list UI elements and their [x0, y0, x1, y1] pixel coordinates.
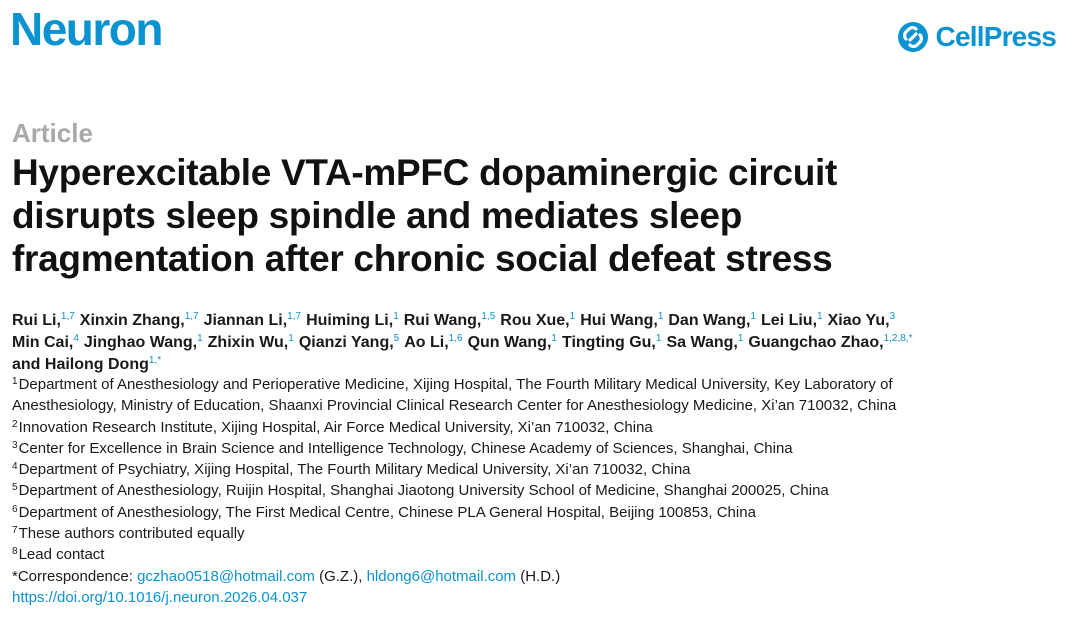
correspondence-line — [12, 566, 1072, 587]
affiliation-item — [12, 417, 1072, 438]
author-label: Zhixin Wu, — [207, 334, 289, 351]
affiliation-text: These authors contributed equally — [18, 525, 245, 543]
publisher-name: CellPress — [935, 21, 1056, 52]
author-name — [748, 334, 912, 351]
article-title — [12, 151, 1072, 280]
author-name — [562, 334, 661, 351]
affiliation-list — [12, 374, 1072, 608]
author-affiliation-marker[interactable]: 4 — [73, 333, 79, 344]
author-label: Qianzi Yang, — [298, 334, 394, 351]
affiliation-text: Department of Anesthesiology, The First Medical Centre, Chinese PLA General Hospital, Beijing 100853, China — [18, 503, 756, 521]
author-affiliation-marker[interactable]: 1,6 — [448, 333, 463, 344]
author-affiliation-marker[interactable]: 1 — [750, 311, 757, 322]
affiliation-text: Lead contact — [18, 546, 105, 564]
publisher-brand[interactable] — [896, 20, 1056, 54]
affiliation-text: Department of Anesthesiology, Ruijin Hospital, Shanghai Jiaotong University School of Medicine, Shanghai 200025, China — [18, 482, 829, 500]
author-label: Rui Li, — [12, 312, 61, 329]
affiliation-number: 6 — [12, 503, 18, 515]
author-name — [404, 334, 462, 351]
author-affiliation-marker[interactable]: 1 — [551, 333, 557, 344]
author-affiliation-marker[interactable]: 1 — [737, 333, 744, 344]
email-link[interactable]: hldong6@hotmail.com — [366, 567, 517, 585]
author-affiliation-marker[interactable]: 1 — [657, 311, 664, 322]
affiliation-number: 3 — [12, 439, 18, 451]
cellpress-logo-icon — [896, 20, 930, 54]
author-affiliation-marker[interactable]: 1,2,8,* — [883, 333, 913, 344]
author-label: Jiannan Li, — [203, 312, 288, 329]
doi-link[interactable]: https://doi.org/10.1016/j.neuron.2026.04.037 — [12, 588, 308, 606]
affiliation-number: 7 — [12, 525, 18, 537]
author-label: Tingting Gu, — [561, 334, 656, 351]
affiliation-number: 5 — [12, 482, 18, 494]
author-line — [12, 310, 1072, 332]
author-name — [468, 334, 557, 351]
affiliation-item — [12, 459, 1072, 480]
author-name — [12, 312, 75, 329]
affiliation-number: 8 — [12, 546, 18, 558]
author-name — [204, 312, 301, 329]
author-name — [12, 334, 79, 351]
author-name — [500, 312, 575, 329]
affiliation-item — [12, 374, 1072, 395]
author-label: Jinghao Wang, — [83, 334, 198, 351]
affiliation-text: Department of Anesthesiology and Perioperative Medicine, Xijing Hospital, The Fourth Military Medical University, Key Laboratory of — [18, 376, 893, 393]
author-affiliation-marker[interactable]: 1,* — [148, 355, 162, 366]
author-label: Xinxin Zhang, — [79, 312, 185, 329]
author-affiliation-marker[interactable]: 1,7 — [60, 311, 75, 322]
author-line — [12, 354, 1072, 376]
affiliation-text: Department of Psychiatry, Xijing Hospital, The Fourth Military Medical University, Xi’an 710032, China — [18, 461, 691, 479]
title-line: fragmentation after chronic social defeat stress — [12, 238, 833, 279]
author-name — [666, 334, 743, 351]
journal-name: Neuron — [10, 3, 162, 55]
author-name — [299, 334, 399, 351]
author-affiliation-marker[interactable]: 3 — [889, 311, 896, 322]
author-affiliation-marker[interactable]: 1,7 — [287, 311, 302, 322]
affiliation-item — [12, 502, 1072, 523]
author-label: Sa Wang, — [666, 334, 738, 351]
author-label: Rui Wang, — [403, 312, 482, 329]
author-affiliation-marker[interactable]: 1 — [197, 333, 203, 344]
author-affiliation-marker[interactable]: 1 — [393, 311, 399, 322]
correspondence-label: *Correspondence: — [12, 567, 138, 585]
affiliation-text: Innovation Research Institute, Xijing Hospital, Air Force Medical University, Xi’an 710032, China — [18, 418, 653, 436]
affiliation-item — [12, 544, 1072, 565]
email-link[interactable]: gczhao0518@hotmail.com — [137, 567, 315, 585]
author-affiliation-marker[interactable]: 1,7 — [184, 311, 199, 322]
author-affiliation-marker[interactable]: 1 — [288, 333, 294, 344]
author-name — [580, 312, 663, 329]
author-label: Guangchao Zhao, — [748, 334, 884, 351]
author-label: Hui Wang, — [580, 312, 658, 329]
affiliation-item — [12, 438, 1072, 459]
author-label: Huiming Li, — [306, 312, 394, 329]
affiliation-number: 4 — [12, 461, 18, 473]
author-label: Qun Wang, — [467, 334, 552, 351]
author-label: Min Cai, — [12, 334, 74, 351]
author-label: Lei Liu, — [761, 312, 818, 329]
article-type-label: Article — [12, 118, 93, 148]
title-line: Hyperexcitable VTA-mPFC dopaminergic circuit — [12, 152, 837, 193]
correspondence-initials: (H.D.) — [516, 567, 561, 585]
author-affiliation-marker[interactable]: 1,5 — [481, 311, 496, 322]
affiliation-item — [12, 480, 1072, 501]
author-label: Dan Wang, — [668, 312, 751, 329]
correspondence-initials: (G.Z.), — [314, 567, 367, 585]
affiliation-item — [12, 523, 1072, 544]
affiliation-item — [12, 395, 1072, 416]
author-label: and Hailong Dong — [12, 356, 149, 373]
affiliation-number: 1 — [12, 376, 18, 387]
affiliation-text: Center for Excellence in Brain Science and Intelligence Technology, Chinese Academy of Sciences, Shanghai, China — [18, 439, 793, 457]
author-name — [80, 312, 199, 329]
title-line: disrupts sleep spindle and mediates sleep — [12, 195, 742, 236]
author-name — [404, 312, 496, 329]
affiliation-text: Anesthesiology, Ministry of Education, Shaanxi Provincial Clinical Research Center for Anesthesiology Medicine, Xi’an 710032, China — [12, 397, 897, 415]
author-name — [306, 312, 399, 329]
author-name — [84, 334, 203, 351]
author-affiliation-marker[interactable]: 1 — [655, 333, 662, 344]
author-name — [761, 312, 823, 329]
author-label: Ao Li, — [404, 334, 449, 351]
author-label: Xiao Yu, — [827, 312, 890, 329]
author-list — [12, 310, 1072, 376]
affiliation-number: 2 — [12, 418, 18, 430]
author-name — [12, 356, 161, 373]
author-affiliation-marker[interactable]: 1 — [817, 311, 823, 322]
author-name — [208, 334, 294, 351]
author-affiliation-marker[interactable]: 1 — [569, 311, 576, 322]
author-label: Rou Xue, — [500, 312, 570, 329]
author-affiliation-marker[interactable]: 5 — [393, 333, 400, 344]
author-line — [12, 332, 1072, 354]
author-name — [668, 312, 756, 329]
author-name — [828, 312, 896, 329]
